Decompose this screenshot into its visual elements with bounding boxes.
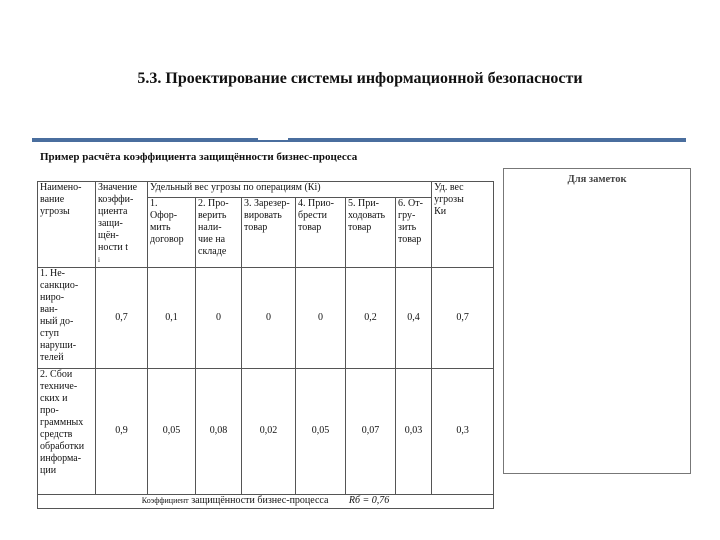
header-op-2: 2. Про- верить нали- чие на складе [196, 198, 242, 268]
row-value: 0,08 [196, 368, 242, 494]
row-value: 0,9 [96, 368, 148, 494]
row-value: 0,05 [296, 368, 346, 494]
header-group-weight: Удельный вес угрозы по операциям (Кi) [148, 182, 432, 198]
header-op-6: 6. От- гру- зить товар [396, 198, 432, 268]
row-threat-name: 2. Сбои техниче- ских и про- граммных средств обработки информа- ции [38, 368, 96, 494]
row-value: 0,4 [396, 268, 432, 368]
row-value: 0,02 [242, 368, 296, 494]
total-cell [38, 494, 494, 508]
row-value: 0,7 [432, 268, 494, 368]
row-value: 0,7 [96, 268, 148, 368]
row-value: 0,03 [396, 368, 432, 494]
row-threat-name: 1. Не- санкцио- ниро- ван- ный до- ступ наруши- телей [38, 268, 96, 368]
row-value: 0 [242, 268, 296, 368]
row-value: 0,05 [148, 368, 196, 494]
total-row [38, 494, 494, 508]
row-value: 0,2 [346, 268, 396, 368]
header-op-3: 3. Зарезер- вировать товар [242, 198, 296, 268]
title-divider-gap [258, 137, 288, 140]
slide-subtitle: Пример расчёта коэффициента защищённости бизнес-процесса [40, 151, 358, 163]
header-threat-name: Наимено- вание угрозы [38, 182, 96, 268]
row-value: 0 [296, 268, 346, 368]
header-op-5: 5. При- ходовать товар [346, 198, 396, 268]
header-threat-weight: Уд. вес угрозы Ки [432, 182, 494, 268]
title-divider [32, 138, 686, 142]
total-label-small: Коэффициент [141, 495, 189, 505]
header-protection-coef: Значение коэффи- циента защи- щён- ности t i [96, 182, 148, 268]
table-row [38, 368, 494, 494]
row-value: 0,3 [432, 368, 494, 494]
notes-box[interactable] [503, 168, 691, 474]
total-value: Rб = 0,76 [348, 494, 390, 506]
header-op-4: 4. Прио- брести товар [296, 198, 346, 268]
table-row [38, 268, 494, 368]
slide-title: 5.3. Проектирование системы информационной безопасности [137, 70, 583, 87]
row-value: 0 [196, 268, 242, 368]
threat-table [37, 181, 494, 509]
row-value: 0,1 [148, 268, 196, 368]
row-value: 0,07 [346, 368, 396, 494]
header-op-1: 1. Офор- мить договор [148, 198, 196, 268]
total-label: защищённости бизнес-процесса [191, 494, 329, 506]
notes-label: Для заметок [567, 174, 627, 185]
